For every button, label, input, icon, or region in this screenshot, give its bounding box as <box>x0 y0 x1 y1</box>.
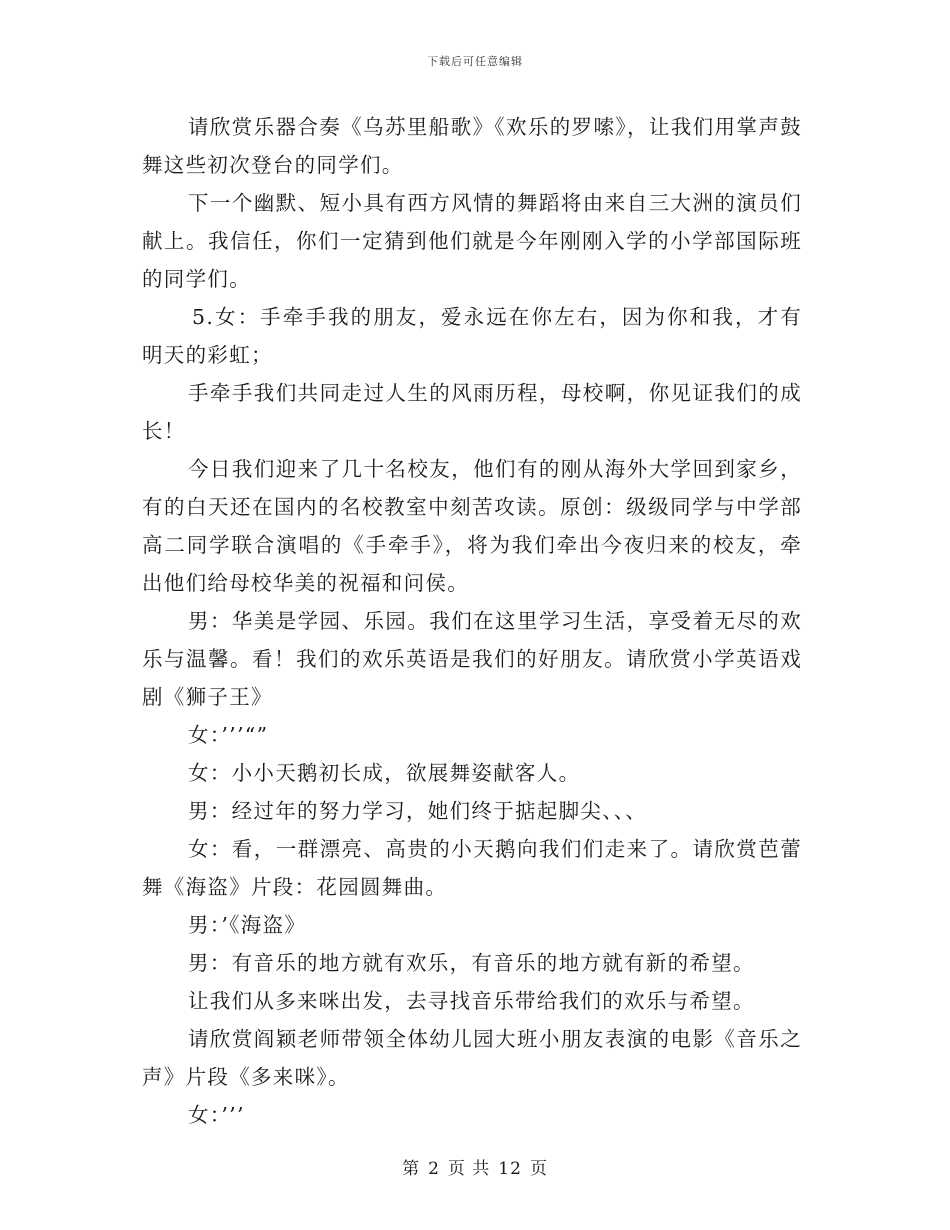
paragraph: 女：看，一群漂亮、高贵的小天鹅向我们们走来了。请欣赏芭蕾舞《海盗》片段：花园圆舞曲。 <box>142 837 802 899</box>
paragraph: 男：经过年的努力学习，她们终于掂起脚尖、、、 <box>188 799 648 823</box>
paragraph: 请欣赏乐器合奏《乌苏里船歌》《欢乐的罗嗦》，让我们用掌声鼓舞这些初次登台的同学们。 <box>142 115 802 177</box>
page-label-mid: 页 共 <box>447 1159 491 1179</box>
paragraph: 下一个幽默、短小具有西方风情的舞蹈将由来自三大洲的演员们献上。我信任，你们一定猜到他们就是今年刚刚入学的小学部国际班的同学们。 <box>142 191 802 291</box>
page-label-prefix: 第 <box>402 1159 421 1179</box>
paragraph: 今日我们迎来了几十名校友，他们有的刚从海外大学回到家乡，有的白天还在国内的名校教室中刻苦攻读。原创：级级同学与中学部高二同学联合演唱的《手牵手》，将为我们牵出今夜归来的校友，牵出他们给母校华美的祝福和问侯。 <box>142 457 802 595</box>
paragraph: 男：’《海盗》 <box>188 913 307 937</box>
paragraph: 请欣赏阎颖老师带领全体幼儿园大班小朋友表演的电影《音乐之声》片段《多来咪》。 <box>142 1027 802 1089</box>
document-body <box>142 108 802 1134</box>
paragraph: 手牵手我们共同走过人生的风雨历程，母校啊，你见证我们的成长！ <box>142 381 802 443</box>
paragraph: 女：’’’“” <box>188 723 269 747</box>
paragraph: 女：小小天鹅初长成，欲展舞姿献客人。 <box>188 761 581 785</box>
page-header: 下载后可任意编辑 <box>427 55 523 68</box>
paragraph: 女：’’’ <box>188 1103 245 1127</box>
current-page-number: 2 <box>428 1159 440 1179</box>
paragraph: 让我们从多来咪出发，去寻找音乐带给我们的欢乐与希望。 <box>188 989 755 1013</box>
paragraph: 男：有音乐的地方就有欢乐，有音乐的地方就有新的希望。 <box>188 951 755 975</box>
page-label-suffix: 页 <box>529 1159 548 1179</box>
paragraph: 男：华美是学园、乐园。我们在这里学习生活，享受着无尽的欢乐与温馨。看！我们的欢乐英语是我们的好朋友。请欣赏小学英语戏剧《狮子王》 <box>142 609 802 709</box>
paragraph: 5.女：手牵手我的朋友，爱永远在你左右，因为你和我，才有明天的彩虹； <box>142 305 802 367</box>
total-pages-number: 12 <box>498 1159 522 1179</box>
page-footer <box>0 1154 950 1179</box>
